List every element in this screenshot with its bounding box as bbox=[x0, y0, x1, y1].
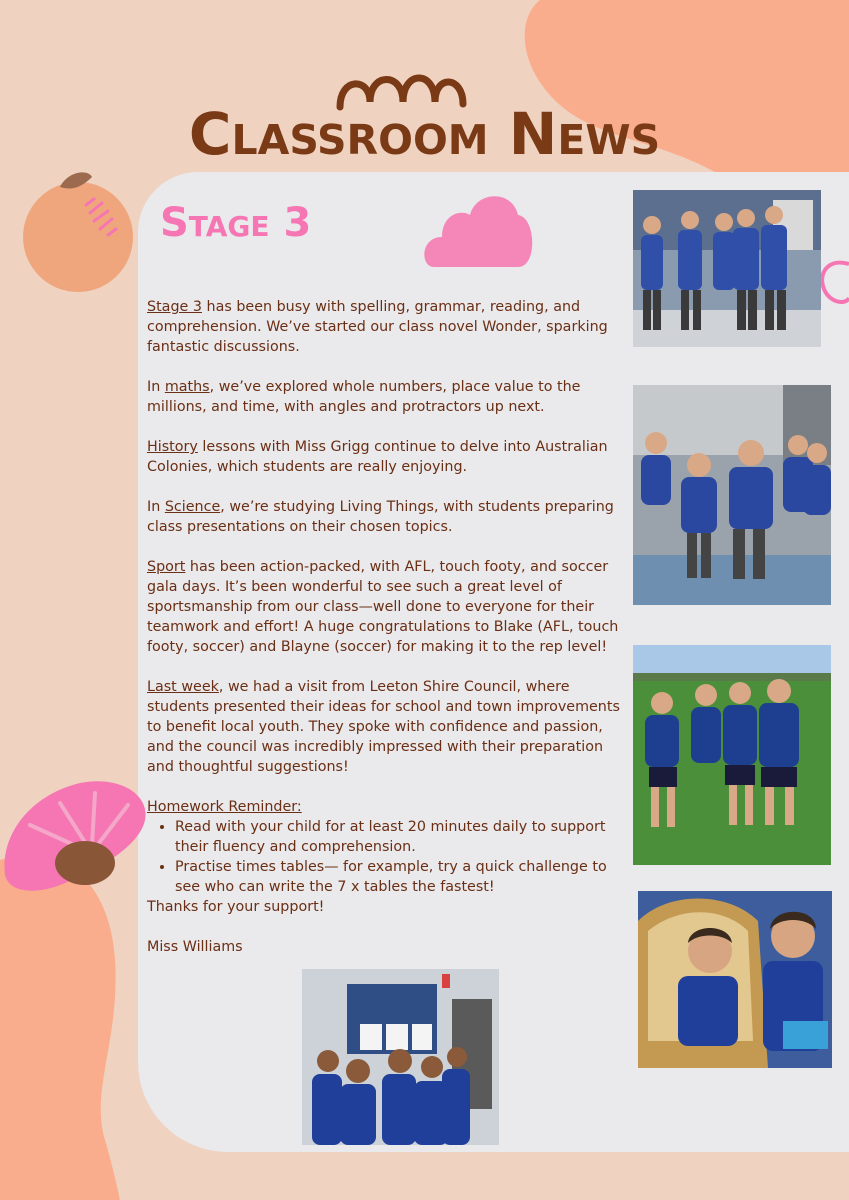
paragraph-prefix: In bbox=[147, 499, 165, 515]
homework-item-times-tables: • Practise times tables— for example, try a quick challenge to see who can write the 7 x tables the fastest! bbox=[175, 857, 627, 897]
photo-students-noticeboard bbox=[302, 969, 499, 1145]
science-link-text: Science bbox=[164, 499, 221, 515]
last-week-link-text: Last week bbox=[147, 679, 219, 695]
sport-link-text: Sport bbox=[147, 559, 186, 575]
paragraph-text: , we’ve explored whole numbers, place value to the millions, and time, with angles and protractors up next. bbox=[147, 379, 581, 415]
paragraph-stage3 bbox=[147, 297, 627, 357]
pink-shell-icon bbox=[0, 775, 150, 900]
paragraph-text: has been busy with spelling, grammar, reading, and comprehension. We’ve started our class novel Wonder, sparking fantastic discussions. bbox=[147, 299, 608, 355]
paragraph-text: , we had a visit from Leeton Shire Council, where students presented their ideas for school and town improvements to benefit local youth. They spoke with confidence and passion, and the council was incredibly impressed with their preparation and thoughtful suggestions! bbox=[147, 679, 620, 775]
article-body bbox=[147, 297, 627, 977]
photo-classroom-presentation bbox=[633, 190, 821, 347]
homework-heading: Homework Reminder: bbox=[147, 799, 302, 815]
history-link-text: History bbox=[147, 439, 198, 455]
paragraph-text: has been action-packed, with AFL, touch footy, and soccer gala days. It’s been wonderful to see such a great level of sportsmanship from our class—well done to everyone for their teamwork and effort! A huge congratulations to Blake (AFL, touch footy, soccer) and Blayne (soccer) for making it to the rep level! bbox=[147, 559, 619, 655]
pink-cloud-icon bbox=[420, 185, 535, 270]
paragraph-prefix: In bbox=[147, 379, 165, 395]
stage3-link-text: Stage 3 bbox=[147, 299, 202, 315]
maths-link-text: maths bbox=[164, 379, 210, 395]
photo-sports-field bbox=[633, 645, 831, 865]
section-title: Stage 3 bbox=[160, 200, 312, 246]
paragraph-maths bbox=[147, 377, 627, 417]
photo-classroom-group bbox=[633, 385, 831, 605]
photo-two-students-chair bbox=[638, 891, 832, 1068]
paragraph-text: , we’re studying Living Things, with students preparing class presentations on their chosen topics. bbox=[147, 499, 614, 535]
orange-fruit-icon bbox=[20, 165, 140, 295]
paragraph-history bbox=[147, 437, 627, 477]
page-title: Classroom News bbox=[188, 100, 661, 168]
paragraph-last-week bbox=[147, 677, 627, 777]
paragraph-text: lessons with Miss Grigg continue to delve into Australian Colonies, which students are really enjoying. bbox=[147, 439, 608, 475]
paragraph-sport bbox=[147, 557, 627, 657]
paragraph-science bbox=[147, 497, 627, 537]
thanks-text: Thanks for your support! bbox=[147, 899, 325, 915]
homework-item-reading: • Read with your child for at least 20 minutes daily to support their fluency and comprehension. bbox=[175, 817, 627, 857]
signoff-text: Miss Williams bbox=[147, 939, 243, 955]
homework-list bbox=[147, 817, 627, 897]
